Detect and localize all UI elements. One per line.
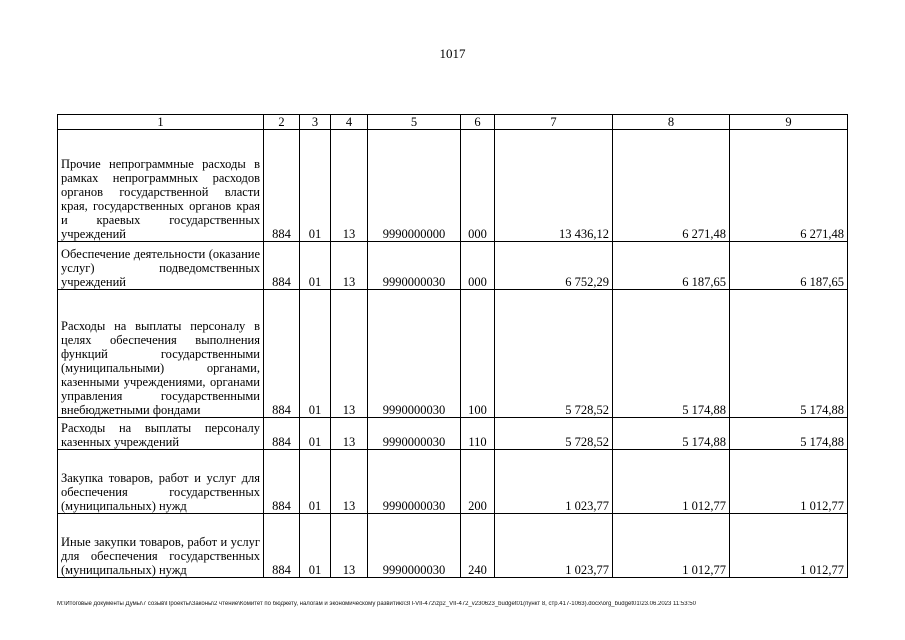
page-number: 1017 [439,46,466,61]
row-name: Расходы на выплаты персоналу в целях обеспечения выполнения функций государственными (муниципальными) органами, казенными учреждениями, органами управления государственными внебюджетными фондами [58,290,264,418]
cell-amount-9: 6 187,65 [730,242,848,290]
header-row [58,115,848,130]
table-row [58,130,848,242]
cell-amount-8: 1 012,77 [613,514,730,578]
cell-subsection: 13 [331,514,368,578]
cell-amount-8: 1 012,77 [613,450,730,514]
header-cell: 9 [730,115,848,130]
row-name: Расходы на выплаты персоналу казенных учреждений [58,418,264,450]
cell-section: 01 [300,450,331,514]
cell-amount-9: 5 174,88 [730,290,848,418]
cell-subsection: 13 [331,418,368,450]
cell-amount-8: 5 174,88 [613,290,730,418]
budget-table [57,114,848,578]
header-cell: 6 [461,115,495,130]
row-name: Обеспечение деятельности (оказание услуг) подведомственных учреждений [58,242,264,290]
cell-section: 01 [300,418,331,450]
header-cell: 5 [368,115,461,130]
cell-section: 01 [300,290,331,418]
cell-expense-type: 240 [461,514,495,578]
row-name: Прочие непрограммные расходы в рамках непрограммных расходов органов государственной власти края, государственных органов края и краевых государственных учреждений [58,130,264,242]
table-row [58,242,848,290]
header-cell: 8 [613,115,730,130]
footer-file-path: M:\Итоговые документы Думы\7 созыв\Проекты\Законы\2 чтение\Комитет по бюджету, налогам и экономическому развитию\ЗП-VII-472\zp2_VII-472_v230623_budget01(пункт 8, стр.417-1063).docx\org_budget01\23.06.2023 11:53:50 [57,601,696,607]
cell-amount-7: 13 436,12 [495,130,613,242]
cell-subsection: 13 [331,130,368,242]
cell-ministry: 884 [264,290,300,418]
cell-section: 01 [300,242,331,290]
cell-target-code: 9990000030 [368,290,461,418]
header-cell: 3 [300,115,331,130]
cell-amount-9: 1 012,77 [730,514,848,578]
cell-ministry: 884 [264,242,300,290]
cell-target-code: 9990000030 [368,242,461,290]
header-cell: 1 [58,115,264,130]
table-row [58,418,848,450]
cell-amount-7: 5 728,52 [495,418,613,450]
cell-subsection: 13 [331,242,368,290]
cell-amount-9: 6 271,48 [730,130,848,242]
cell-amount-7: 1 023,77 [495,450,613,514]
cell-target-code: 9990000030 [368,514,461,578]
row-name: Иные закупки товаров, работ и услуг для обеспечения государственных (муниципальных) нужд [58,514,264,578]
cell-target-code: 9990000030 [368,418,461,450]
cell-amount-7: 6 752,29 [495,242,613,290]
cell-expense-type: 000 [461,130,495,242]
cell-ministry: 884 [264,450,300,514]
cell-expense-type: 000 [461,242,495,290]
cell-expense-type: 110 [461,418,495,450]
cell-target-code: 9990000000 [368,130,461,242]
cell-amount-8: 5 174,88 [613,418,730,450]
cell-ministry: 884 [264,418,300,450]
cell-target-code: 9990000030 [368,450,461,514]
cell-expense-type: 200 [461,450,495,514]
cell-subsection: 13 [331,290,368,418]
cell-amount-9: 5 174,88 [730,418,848,450]
header-cell: 7 [495,115,613,130]
table-row [58,450,848,514]
cell-amount-7: 1 023,77 [495,514,613,578]
table-row [58,514,848,578]
cell-subsection: 13 [331,450,368,514]
cell-ministry: 884 [264,514,300,578]
cell-section: 01 [300,130,331,242]
header-cell: 2 [264,115,300,130]
cell-amount-9: 1 012,77 [730,450,848,514]
cell-expense-type: 100 [461,290,495,418]
cell-amount-8: 6 187,65 [613,242,730,290]
cell-section: 01 [300,514,331,578]
header-cell: 4 [331,115,368,130]
cell-amount-7: 5 728,52 [495,290,613,418]
row-name: Закупка товаров, работ и услуг для обеспечения государственных (муниципальных) нужд [58,450,264,514]
cell-amount-8: 6 271,48 [613,130,730,242]
cell-ministry: 884 [264,130,300,242]
table-row [58,290,848,418]
